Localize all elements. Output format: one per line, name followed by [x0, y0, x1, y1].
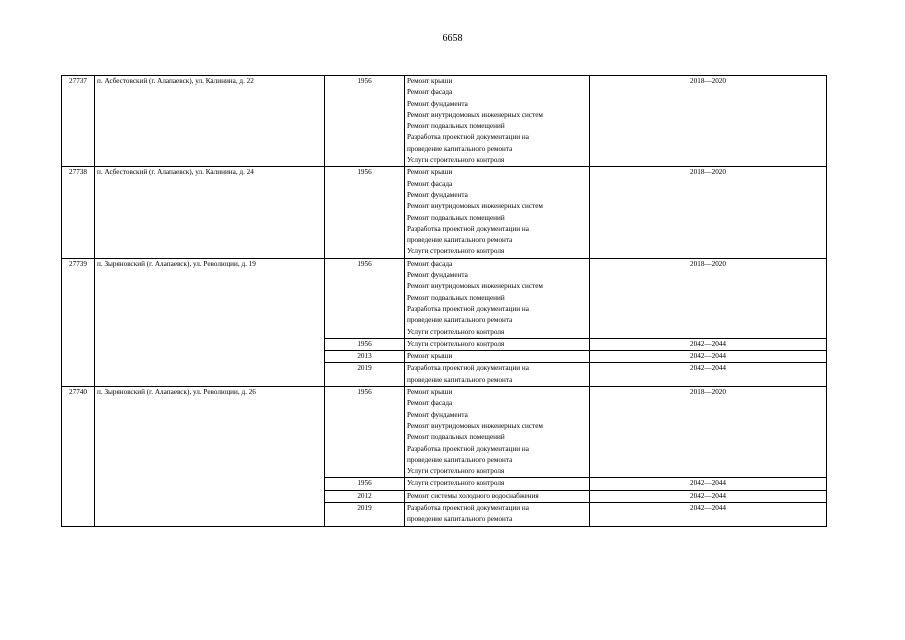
work-item: Ремонт фасада	[407, 259, 453, 268]
work-list	[405, 387, 590, 478]
work-item: Ремонт фундамента	[407, 190, 468, 199]
work-year: 2019	[325, 363, 405, 387]
work-period: 2042—2044	[590, 338, 827, 350]
work-year: 2019	[325, 502, 405, 526]
work-item: Ремонт внутридомовых инженерных систем	[407, 110, 543, 119]
work-item: Ремонт фасада	[407, 88, 453, 97]
work-item: Разработка проектной документации на	[407, 304, 529, 313]
work-item: Разработка проектной документации на	[407, 224, 529, 233]
work-item: Разработка проектной документации на	[407, 364, 529, 373]
work-item: Ремонт подвальных помещений	[407, 433, 505, 442]
work-item: Услуги строительного контроля	[407, 339, 505, 348]
work-item: Ремонт внутридомовых инженерных систем	[407, 282, 543, 291]
work-year: 1956	[325, 478, 405, 490]
work-item: Ремонт фундамента	[407, 271, 468, 280]
work-item: Ремонт фундамента	[407, 410, 468, 419]
work-item: проведение капитального ремонта	[407, 515, 513, 524]
work-item: проведение капитального ремонта	[407, 236, 513, 245]
work-period: 2042—2044	[590, 478, 827, 490]
work-list	[405, 351, 590, 363]
work-item: Ремонт фасада	[407, 399, 453, 408]
work-period: 2042—2044	[590, 490, 827, 502]
record-id: 27740	[62, 387, 95, 527]
work-item: Ремонт подвальных помещений	[407, 122, 505, 131]
work-list	[405, 258, 590, 338]
work-list	[405, 338, 590, 350]
work-item: Ремонт внутридомовых инженерных систем	[407, 421, 543, 430]
work-item: Ремонт крыши	[407, 388, 453, 397]
record-id: 27737	[62, 76, 95, 167]
work-year: 1956	[325, 167, 405, 258]
page-number: 6658	[442, 33, 463, 44]
work-item: Ремонт фундамента	[407, 99, 468, 108]
work-list	[405, 76, 590, 167]
work-period: 2042—2044	[590, 351, 827, 363]
work-item: Ремонт подвальных помещений	[407, 213, 505, 222]
registry-table	[61, 75, 827, 527]
work-item: Услуги строительного контроля	[407, 327, 505, 336]
work-item: Ремонт крыши	[407, 352, 453, 361]
work-year: 1956	[325, 387, 405, 478]
work-item: проведение капитального ремонта	[407, 375, 513, 384]
work-item: Услуги строительного контроля	[407, 156, 505, 165]
work-item: Ремонт крыши	[407, 168, 453, 177]
work-year: 1956	[325, 76, 405, 167]
record-address: п. Асбестовский (г. Алапаевск), ул. Калинина, д. 22	[95, 76, 325, 167]
record-id: 27739	[62, 258, 95, 386]
table-row	[62, 387, 827, 478]
work-item: проведение капитального ремонта	[407, 316, 513, 325]
work-item: проведение капитального ремонта	[407, 455, 513, 464]
work-period: 2042—2044	[590, 502, 827, 526]
record-address: п. Зыряновский (г. Алапаевск), ул. Революции, д. 19	[95, 258, 325, 386]
work-year: 1956	[325, 258, 405, 338]
work-item: Ремонт крыши	[407, 77, 453, 85]
work-item: Услуги строительного контроля	[407, 467, 505, 476]
work-year: 1956	[325, 338, 405, 350]
work-year: 2013	[325, 351, 405, 363]
record-address: п. Асбестовский (г. Алапаевск), ул. Калинина, д. 24	[95, 167, 325, 258]
work-list	[405, 490, 590, 502]
record-id: 27738	[62, 167, 95, 258]
work-period: 2018—2020	[590, 258, 827, 338]
work-item: Услуги строительного контроля	[407, 247, 505, 256]
work-item: Ремонт подвальных помещений	[407, 293, 505, 302]
work-item: Ремонт фасада	[407, 179, 453, 188]
work-list	[405, 478, 590, 490]
work-year: 2012	[325, 490, 405, 502]
work-period: 2018—2020	[590, 76, 827, 167]
work-item: Разработка проектной документации на	[407, 503, 529, 512]
work-item: Разработка проектной документации на	[407, 444, 529, 453]
work-list	[405, 167, 590, 258]
work-list	[405, 502, 590, 526]
work-item: Ремонт внутридомовых инженерных систем	[407, 202, 543, 211]
work-list	[405, 363, 590, 387]
work-item: проведение капитального ремонта	[407, 144, 513, 153]
work-period: 2018—2020	[590, 167, 827, 258]
table-row	[62, 76, 827, 167]
work-item: Разработка проектной документации на	[407, 133, 529, 142]
work-item: Услуги строительного контроля	[407, 479, 505, 488]
registry-body	[62, 76, 827, 527]
work-period: 2018—2020	[590, 387, 827, 478]
record-address: п. Зыряновский (г. Алапаевск), ул. Революции, д. 26	[95, 387, 325, 527]
table-row	[62, 258, 827, 338]
work-period: 2042—2044	[590, 363, 827, 387]
work-item: Ремонт системы холодного водоснабжения	[407, 491, 539, 500]
table-row	[62, 167, 827, 258]
